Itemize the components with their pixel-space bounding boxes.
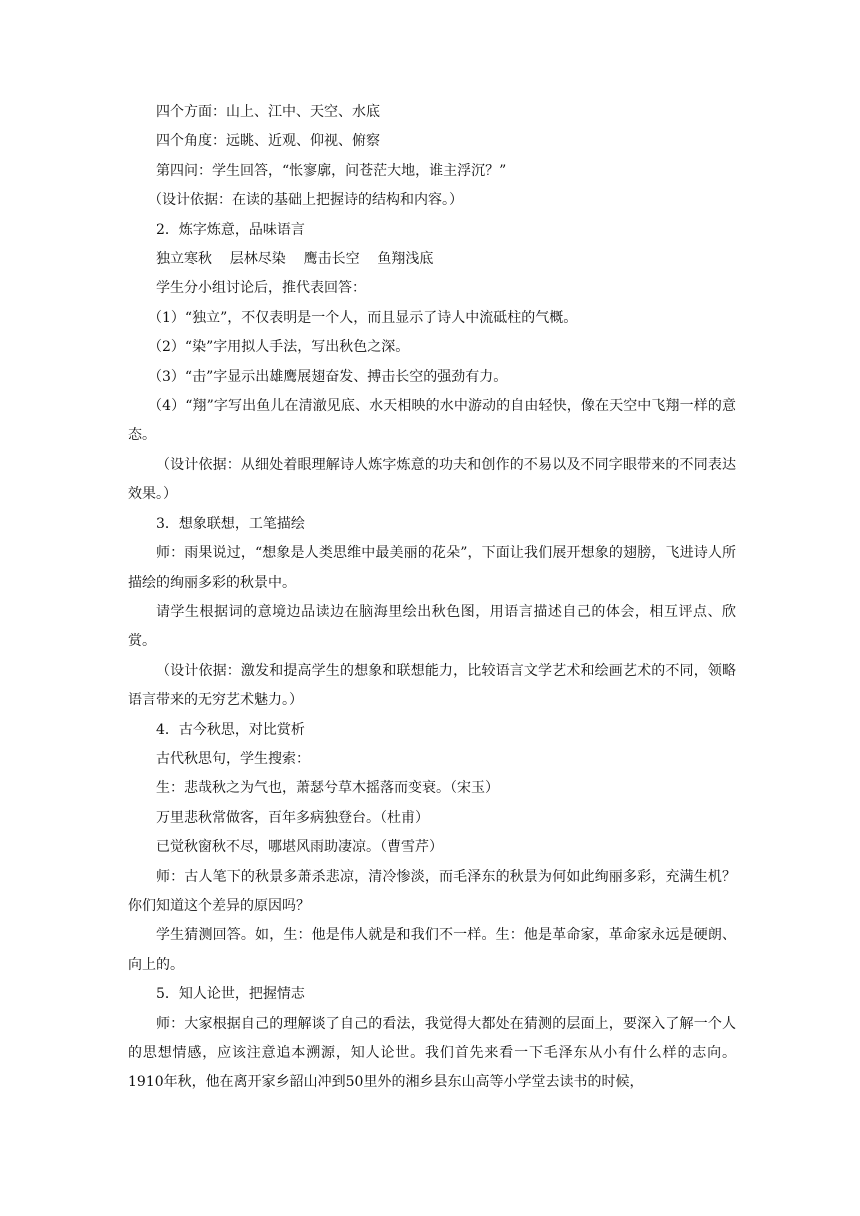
paragraph: 学生分小组讨论后，推代表回答：: [156, 280, 366, 297]
list-item: （2）“染”字用拟人手法，写出秋色之深。: [148, 339, 410, 356]
paragraph: 师：古人笔下的秋景多萧杀悲凉，清冷惨淡，而毛泽东的秋景为何如此绚丽多彩，充满生机？你们知道这个差异的原因吗？: [128, 868, 736, 914]
list-item: （3）“击”字显示出雄鹰展翅奋发、搏击长空的强劲有力。: [148, 368, 508, 385]
paragraph: 独立寒秋 层林尽染 鹰击长空 鱼翔浅底: [156, 251, 434, 268]
section-heading: 3．想象联想，工笔描绘: [156, 515, 305, 532]
document-page: [128, 98, 736, 1098]
paragraph: 四个角度：远眺、近观、仰视、俯察: [156, 133, 380, 150]
paragraph: 万里悲秋常做客，百年多病独登台。（杜甫）: [156, 809, 429, 826]
list-item: （1）“独立”，不仅表明是一个人，而且显示了诗人中流砥柱的气概。: [148, 309, 578, 326]
paragraph: 学生猜测回答。如，生：他是伟人就是和我们不一样。生：他是革命家，革命家永远是硬朗、向上的。: [128, 927, 736, 973]
paragraph: 师：雨果说过，“想象是人类思维中最美丽的花朵”，下面让我们展开想象的翅膀，飞进诗人所描绘的绚丽多彩的秋景中。: [128, 545, 736, 591]
list-item: （4）“翔”字写出鱼儿在清澈见底、水天相映的水中游动的自由轻快，像在天空中飞翔一样的意态。: [128, 398, 736, 444]
paragraph: （设计依据：从细处着眼理解诗人炼字炼意的功夫和创作的不易以及不同字眼带来的不同表达效果。）: [128, 456, 736, 503]
section-heading: 4．古今秋思，对比赏析: [156, 721, 305, 738]
paragraph: 请学生根据词的意境边品读边在脑海里绘出秋色图，用语言描述自己的体会，相互评点、欣赏。: [128, 603, 736, 650]
paragraph: 师：大家根据自己的理解谈了自己的看法，我觉得大都处在猜测的层面上，要深入了解一个人的思想情感，应该注意追本溯源，知人论世。我们首先来看一下毛泽东从小有什么样的志向。1910年秋，他在离开家乡韶山冲到50里外的湘乡县东山高等小学堂去读书的时候，: [128, 1015, 736, 1091]
paragraph: 已觉秋窗秋不尽，哪堪风雨助凄凉。（曹雪芹）: [156, 839, 443, 856]
paragraph: （设计依据：在读的基础上把握诗的结构和内容。）: [148, 192, 463, 209]
paragraph: 生：悲哉秋之为气也，萧瑟兮草木摇落而变衰。（宋玉）: [156, 780, 499, 797]
paragraph: 第四问：学生回答，“怅寥廓，问苍茫大地，谁主浮沉？”: [156, 162, 507, 179]
paragraph: 古代秋思句，学生搜索：: [156, 750, 310, 767]
section-heading: 2．炼字炼意，品味语言: [156, 221, 305, 238]
paragraph: 四个方面：山上、江中、天空、水底: [156, 104, 380, 120]
section-heading: 5．知人论世，把握情志: [156, 986, 305, 1003]
paragraph: （设计依据：激发和提高学生的想象和联想能力，比较语言文学艺术和绘画艺术的不同，领略语言带来的无穷艺术魅力。）: [128, 662, 736, 709]
